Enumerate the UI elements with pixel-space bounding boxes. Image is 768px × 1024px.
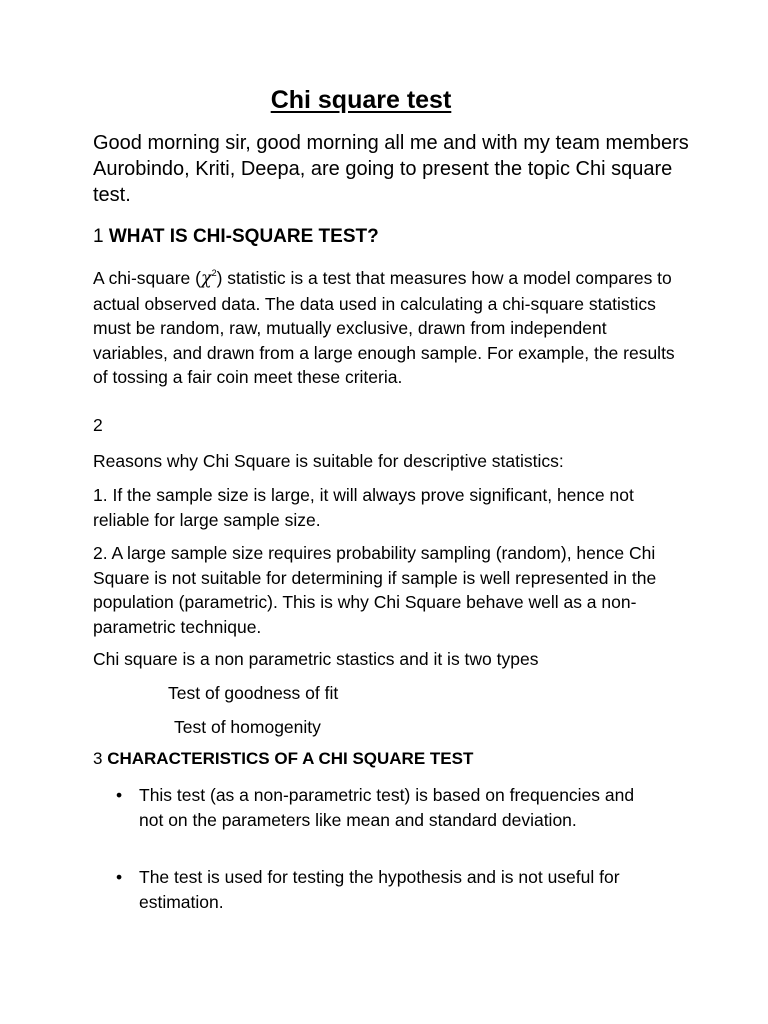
- chi-square-definition: [93, 261, 683, 390]
- bullet-item-1: This test (as a non-parametric test) is based on frequencies and not on the parameters like mean and standard deviation.: [139, 785, 635, 830]
- types-intro: Chi square is a non parametric stastics and it is two types: [93, 649, 539, 669]
- chi-superscript: 2: [211, 268, 217, 278]
- chi-symbol: χ: [200, 269, 212, 289]
- section-1-number: 1: [93, 226, 104, 247]
- bullet-item-2: The test is used for testing the hypothesis and is not useful for estimation.: [139, 867, 620, 912]
- type-goodness-of-fit: Test of goodness of fit: [168, 683, 339, 703]
- definition-start: A chi-square (: [93, 268, 201, 288]
- section-3-number: 3: [93, 749, 103, 768]
- document-title: Chi square test: [270, 86, 452, 114]
- section-3-title: CHARACTERISTICS OF A CHI SQUARE TEST: [107, 749, 474, 768]
- definition-rest: ) statistic is a test that measures how a model compares to actual observed data. The data used in calculating a chi-square statistics must be random, raw, mutually exclusive, drawn from independent variables, and drawn from a large enough sample. For example, the results of tossing a fair coin meet these criteria.: [93, 268, 675, 387]
- reason-1: 1. If the sample size is large, it will always prove significant, hence not reliable for large sample size.: [93, 485, 634, 530]
- intro-paragraph: Good morning sir, good morning all me and with my team members Aurobindo, Kriti, Deepa, are going to present the topic Chi square test.: [93, 132, 689, 206]
- section-2-number: 2: [93, 415, 103, 435]
- bullet-marker-2: •: [116, 867, 123, 887]
- type-homogeneity: Test of homogenity: [174, 717, 321, 737]
- section-1-title: WHAT IS CHI-SQUARE TEST?: [108, 226, 379, 247]
- section-1-heading: [93, 226, 379, 248]
- bullet-marker-1: •: [116, 785, 123, 805]
- reason-2: 2. A large sample size requires probability sampling (random), hence Chi Square is not suitable for determining if sample is well represented in the population (parametric). This is why Chi Square behave well as a non-parametric technique.: [93, 543, 657, 637]
- section-3-heading: [93, 749, 473, 769]
- reasons-intro: Reasons why Chi Square is suitable for descriptive statistics:: [93, 451, 564, 471]
